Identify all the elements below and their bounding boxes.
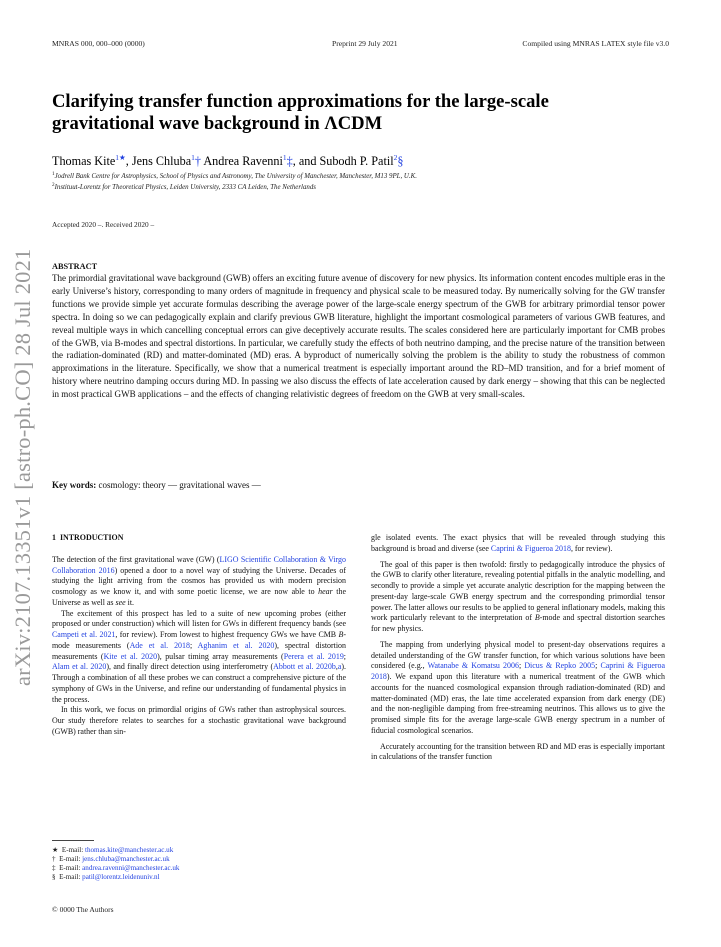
paragraph: The mapping from underlying physical model to present-day observations requires a detailed understanding of the GW transfer function, for which various solutions have been considered (e.g., Watanabe & Komatsu 2006; Dicus & Repko 2005; Caprini & Figueroa 2018). We expand upon this literature with a numerical treatment of the GWB which accounts for the nuanced cosmological expansion through radiation-dominated (RD) and matter-dominated (MD) eras, the late time accelerated expansion from dark energy (DE) and the non-negligible damping from free-streaming neutrinos. This allows us to give the promised simple fits for the average large-scale GWB energy spectrum in a number of fiducial cosmological scenarios.: [371, 639, 665, 735]
citation-link[interactable]: Abbott et al. 2020b: [273, 662, 336, 672]
email-link[interactable]: jens.chluba@manchester.ac.uk: [82, 855, 170, 863]
paragraph: The goal of this paper is then twofold: firstly to pedagogically introduce the physics of the GWB to clarify other literature, revealing potential pitfalls in the analytic modelling, and secondly to provide a simple yet accurate analytic description for the mapping between the present-day large-scale GWB energy spectrum and the corresponding primordial tensor power. The latter allows our results to be applied to general inflationary models, making this work particularly relevant to the interpretation of B-mode and spectral distortion searches for new physics.: [371, 559, 665, 633]
footnotes: [52, 846, 179, 882]
arxiv-stamp: arXiv:2107.13351v1 [astro-ph.CO] 28 Jul 2021: [10, 248, 35, 686]
footnote-rule: [52, 840, 94, 841]
citation-link[interactable]: Ade et al. 2018: [129, 640, 190, 650]
footnote-mark[interactable]: ‡: [286, 154, 293, 168]
footnote: † E-mail: jens.chluba@manchester.ac.uk: [52, 855, 170, 863]
citation-link[interactable]: Caprini & Figueroa 2018: [490, 543, 571, 553]
footnote-mark[interactable]: †: [194, 154, 201, 168]
left-column: [52, 533, 346, 738]
author-name: Jens Chluba: [131, 154, 192, 168]
citation-link[interactable]: Kite et al. 2020: [103, 651, 158, 661]
citation-link[interactable]: Aghanim et al. 2020: [197, 640, 275, 650]
citation-link[interactable]: Caprini & Figueroa 2018: [371, 661, 665, 681]
abstract-heading: ABSTRACT: [52, 262, 98, 271]
paragraph: In this work, we focus on primordial origins of GWs rather than astrophysical sources. Our study therefore relates to searches for a stochastic gravitational wave background (GWB) rather than sin-: [52, 705, 346, 736]
email-link[interactable]: patil@lorentz.leidenuniv.nl: [82, 873, 160, 881]
author-marker[interactable]: 1: [191, 153, 195, 162]
keywords: [52, 480, 261, 490]
keywords-label: Key words:: [52, 480, 97, 490]
paragraph: The detection of the first gravitational wave (GW) (LIGO Scientific Collaboration & Virgo Collaboration 2016) opened a door to a novel way of studying the Universe. Decades of studying the light arriving from the cosmos has provided us with modern precision cosmology as we know it, and with some poetic license, we are now able to hear the Universe as well as see it.: [52, 554, 346, 607]
affiliation: $^2$Instituut-Lorentz for Theoretical Physics, Leiden University, 2333 CA Leiden, The Netherlands: [52, 182, 316, 191]
author-list: Thomas Kite$^{1★}$, Jens Chluba$^1$† Andrea Ravenni$^1$‡, and Subodh P. Patil$^2$§: [52, 153, 404, 168]
author-name: and Subodh P. Patil: [298, 154, 394, 168]
author-name: Thomas Kite: [52, 154, 116, 168]
paper-title: Clarifying transfer function approximations for the large-scale gravitational wave background in ΛCDM: [52, 91, 549, 134]
citation-link[interactable]: LIGO Scientific Collaboration & Virgo Collaboration 2016: [52, 554, 346, 575]
acceptance-note: Accepted 2020 –. Received 2020 –: [52, 220, 155, 229]
preprint-date: Preprint 29 July 2021: [332, 39, 398, 48]
style-file-note: Compiled using MNRAS LATEX style file v3.0: [522, 39, 669, 48]
paragraph: Accurately accounting for the transition between RD and MD eras is especially important in calculations of the transfer function: [371, 741, 665, 762]
email-link[interactable]: thomas.kite@manchester.ac.uk: [84, 846, 174, 854]
right-column: [371, 533, 665, 763]
footnote: ‡ E-mail: andrea.ravenni@manchester.ac.uk: [52, 864, 180, 872]
citation-link[interactable]: Perera et al. 2019: [283, 651, 344, 661]
citation-link[interactable]: Watanabe & Komatsu 2006: [427, 661, 519, 671]
email-link[interactable]: andrea.ravenni@manchester.ac.uk: [82, 864, 180, 872]
author-marker[interactable]: 1★: [115, 153, 126, 162]
abstract-text: The primordial gravitational wave background (GWB) offers an exciting future avenue of discovery for new physics. Its information content encodes multiple eras in the early Universe’s history, corresponding to many orders of magnitude in frequency and physical scale to be measured today. By numerically solving for the GW transfer functions we provide simple yet accurate formulas describing the average power of the large-scale energy spectrum of the GWB for arbitrary primordial tensor power spectra. In doing so we can pedagogically explain and clarify previous GWB literature, highlight the important cosmological parameters of various GWB features, and reveal multiple ways in which cancelling conceptual errors can give deceptively accurate results. The scales considered here are particularly important for CMB probes of the GWB, via B-modes and spectral distortions. In particular, we carefully study the effects of both neutrino damping, and the precise nature of the transition between the radiation-dominated (RD) and matter-dominated (MD) eras. A byproduct of numerically solving the problem is the ability to study the robustness of common approximations in the literature. Specifically, we show that a numerical treatment is especially important around the RD–MD transition, and for a brief moment of history where neutrino damping occurs during MD. In passing we also discuss the effects of late acceleration caused by dark energy – showing that this can be neglected in most practical GWB applications – and the effects of changing relativistic degrees of freedom on the GWB at very small-scales.: [52, 273, 665, 400]
affiliation: $^1$Jodrell Bank Centre for Astrophysics, School of Physics and Astronomy, The University of Manchester, Manchester, M13 9PL, U.K.: [52, 171, 417, 180]
citation-link[interactable]: Campeti et al. 2021: [52, 630, 116, 639]
paragraph: The excitement of this prospect has led to a suite of new upcoming probes (either proposed or under construction) which will listen for GWs in different frequency bands (see Campeti et al. 2021, for review). From lowest to highest frequency GWs we have CMB B-mode measurements (Ade et al. 2018; Aghanim et al. 2020), spectral distortion measurements (Kite et al. 2020), pulsar timing array measurements (Perera et al. 2019; Alam et al. 2020), and finally direct detection using interferometry (Abbott et al. 2020b,a). Through a combination of all these probes we can construct a comprehensive picture of the symphony of GWs in the Universe, and refine our understanding of fundamental physics in the process.: [52, 608, 347, 704]
journal-header: MNRAS 000, 000–000 (0000): [52, 39, 145, 48]
keywords-text: cosmology: theory — gravitational waves —: [98, 480, 261, 490]
footnote: ★ E-mail: thomas.kite@manchester.ac.uk: [52, 846, 174, 854]
footnote: § E-mail: patil@lorentz.leidenuniv.nl: [52, 873, 160, 881]
section-heading: 1 INTRODUCTION: [52, 533, 124, 542]
author-marker[interactable]: 1: [282, 153, 287, 162]
citation-link[interactable]: Dicus & Repko 2005: [524, 661, 596, 671]
citation-link[interactable]: Alam et al. 2020: [52, 662, 107, 672]
copyright: © 0000 The Authors: [52, 905, 114, 914]
paragraph: gle isolated events. The exact physics that will be revealed through studying this background is broad and diverse (see Caprini & Figueroa 2018, for review).: [371, 533, 665, 553]
author-name: Andrea Ravenni: [203, 154, 283, 168]
citation-link[interactable]: a: [337, 662, 342, 672]
author-marker[interactable]: 2: [393, 153, 398, 162]
footnote-mark[interactable]: §: [397, 154, 404, 168]
